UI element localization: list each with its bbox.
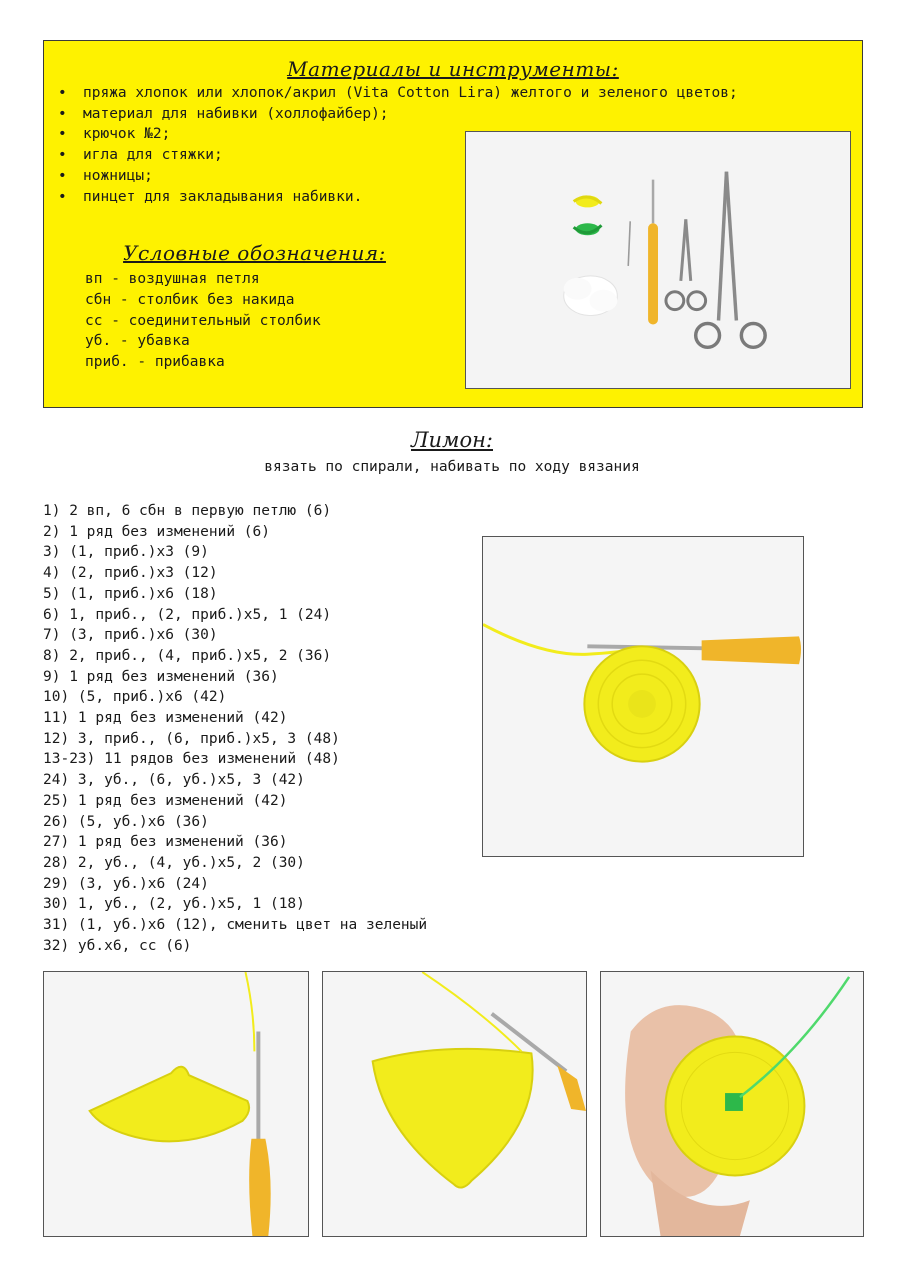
crochet-circle-illustration: [483, 537, 803, 856]
abbreviations-list: [85, 269, 321, 373]
tools-photo: [465, 131, 851, 389]
list-item: 29) (3, уб.)х6 (24): [43, 875, 209, 892]
list-item: 30) 1, уб., (2, уб.)х5, 1 (18): [43, 896, 305, 913]
lemon-subtitle: вязать по спирали, набивать по ходу вязания: [264, 459, 640, 475]
list-item: • пряжа хлопок или хлопок/акрил (Vita Cotton Lira) желтого и зеленого цветов;: [58, 83, 738, 104]
list-item: 26) (5, уб.)х6 (36): [43, 813, 209, 830]
materials-title: Материалы и инструменты:: [287, 57, 619, 81]
list-item: 7) (3, приб.)х6 (30): [43, 627, 218, 644]
lemon-photo: [600, 971, 864, 1237]
list-item: • пинцет для закладывания набивки.: [58, 187, 738, 208]
list-item: сбн - столбик без накида: [85, 291, 295, 308]
list-item: 4) (2, приб.)х3 (12): [43, 565, 218, 582]
pattern-rows: [43, 501, 427, 956]
list-item: • крючок №2;: [58, 124, 738, 145]
cone-photo: [43, 971, 309, 1237]
list-item: 5) (1, приб.)х6 (18): [43, 585, 218, 602]
abbreviations-title: Условные обозначения:: [123, 241, 386, 265]
list-item: 28) 2, уб., (4, уб.)х5, 2 (30): [43, 854, 305, 871]
list-item: 27) 1 ряд без изменений (36): [43, 834, 288, 851]
list-item: 25) 1 ряд без изменений (42): [43, 792, 288, 809]
list-item: 10) (5, приб.)х6 (42): [43, 689, 227, 706]
list-item: 8) 2, приб., (4, приб.)х5, 2 (36): [43, 647, 332, 664]
list-item: 3) (1, приб.)х3 (9): [43, 544, 209, 561]
list-item: 9) 1 ряд без изменений (36): [43, 668, 279, 685]
list-item: 32) уб.х6, сс (6): [43, 937, 192, 954]
circle-photo: [482, 536, 804, 857]
materials-box: [43, 40, 863, 408]
list-item: 11) 1 ряд без изменений (42): [43, 710, 288, 727]
list-item: 13-23) 11 рядов без изменений (48): [43, 751, 340, 768]
list-item: приб. - прибавка: [85, 354, 225, 371]
list-item: 12) 3, приб., (6, приб.)х5, 3 (48): [43, 730, 340, 747]
list-item: уб. - убавка: [85, 333, 190, 350]
list-item: 24) 3, уб., (6, уб.)х5, 3 (42): [43, 772, 305, 789]
crochet-cone-illustration: [44, 972, 308, 1236]
crochet-cup-illustration: [323, 972, 586, 1236]
list-item: • материал для набивки (холлофайбер);: [58, 104, 738, 125]
list-item: 31) (1, уб.)х6 (12), сменить цвет на зеленый: [43, 917, 428, 934]
lemon-title: Лимон:: [410, 428, 493, 452]
list-item: 1) 2 вп, 6 сбн в первую петлю (6): [43, 503, 332, 519]
list-item: 2) 1 ряд без изменений (6): [43, 523, 270, 540]
list-item: • игла для стяжки;: [58, 145, 738, 166]
tools-illustration: [466, 132, 850, 388]
list-item: 6) 1, приб., (2, приб.)х5, 1 (24): [43, 606, 332, 623]
list-item: вп - воздушная петля: [85, 271, 260, 287]
cup-photo: [322, 971, 587, 1237]
list-item: сс - соединительный столбик: [85, 312, 321, 329]
list-item: • ножницы;: [58, 166, 738, 187]
stuffed-lemon-illustration: [601, 972, 863, 1236]
